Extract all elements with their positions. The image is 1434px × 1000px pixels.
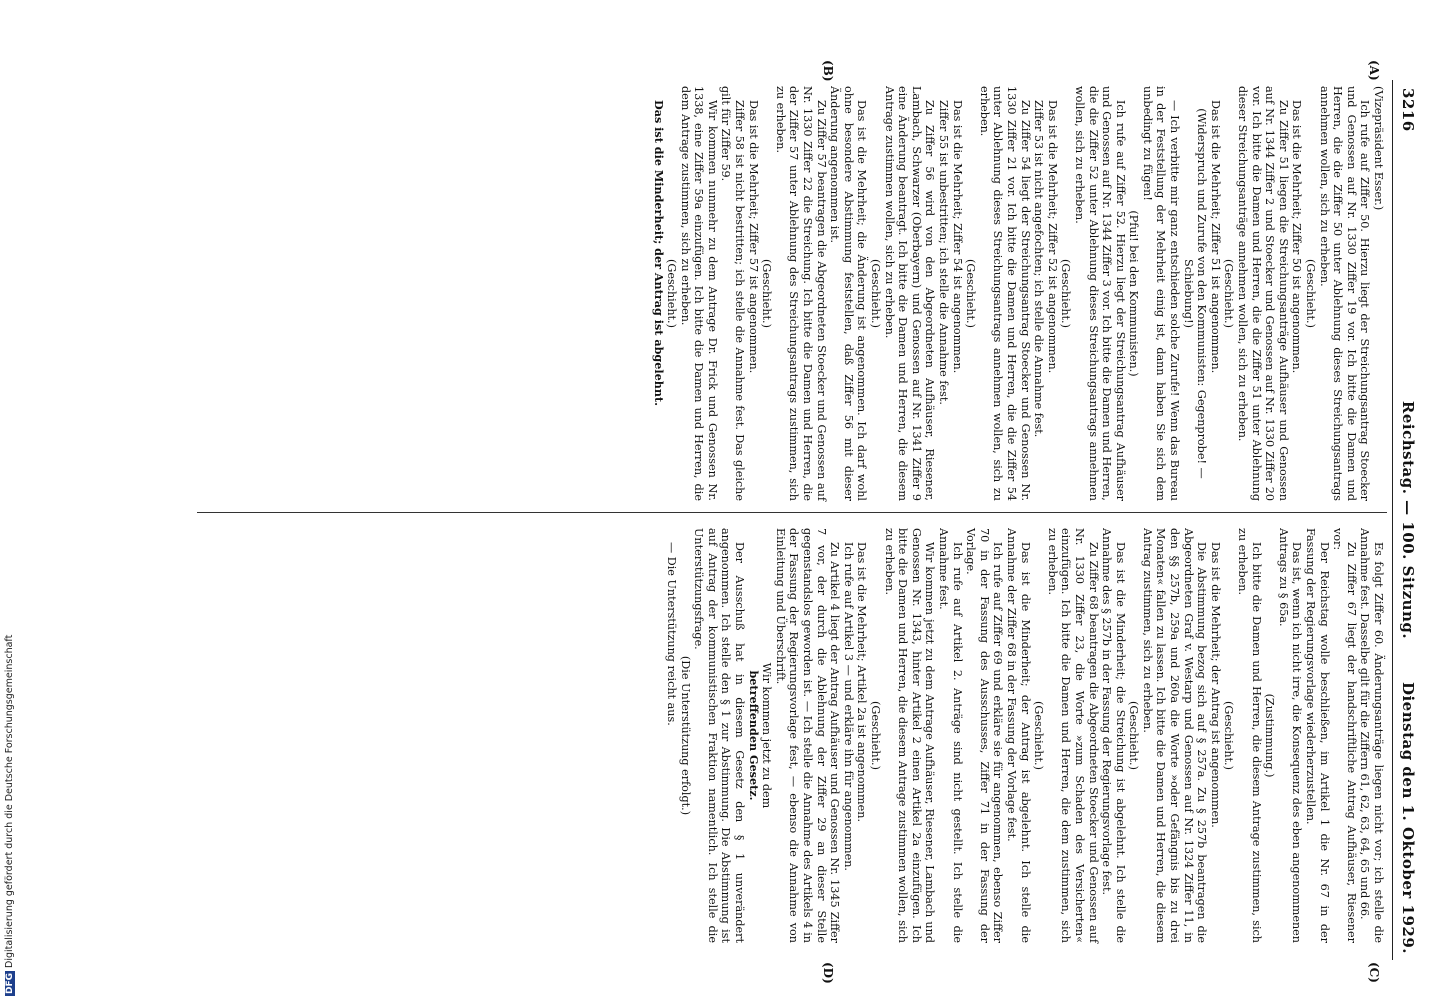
margin-letter-b: (B) xyxy=(821,60,835,82)
dfg-logo: DFG xyxy=(5,972,15,994)
paragraph: Zu Ziffer 54 liegt der Streichungsantrag Stoecker und Genossen Nr. 1330 Ziffer 21 vor. Ich bitte die Damen und Herren, die die Ziffer 54 unter Ablehnung dieses Streichungsantrags annehmen wollen, sich zu erheben. xyxy=(977,86,1032,501)
session-date: Dienstag den 1. Oktober 1929. xyxy=(1399,681,1417,954)
stage-direction: (Geschieht.) xyxy=(1222,701,1236,770)
motion-text: Der Reichstag wolle beschließen, im Artikel 1 die Nr. 67 in der Fassung der Regierungsvorlage wiederherzustellen. xyxy=(1304,528,1331,943)
paragraph: Wir kommen nunmehr zu dem Antrage Dr. Frick und Genossen Nr. 1338, eine Ziffer 59a einzufügen. Ich bitte die Damen und Herren, die dem Antrage zustimmen, sich zu erheben. xyxy=(678,86,719,501)
funding-text: Digitalisierung gefördert durch die Deutsche Forschungsgemeinschaft xyxy=(4,634,15,968)
stage-direction: (Zustimmung.) xyxy=(1263,693,1277,778)
stage-direction: (Geschieht.) xyxy=(869,259,883,328)
header-rule xyxy=(1392,80,1393,960)
paragraph: Ich rufe auf Ziffer 52. Hierzu liegt der Streichungsantrag Aufhäuser und Genossen auf Nr. 1344 Ziffer 3 vor. Ich bitte die Damen und Herren, die die Ziffer 52 unter Ablehnung dieses Streichungsantrags annehmen wollen, sich zu erheben. xyxy=(1072,86,1127,501)
stage-direction: (Widerspruch und Zurufe von den Kommunisten: Gegenprobe! — Schiebung!) xyxy=(1181,108,1209,479)
paragraph: Das ist die Mehrheit; Ziffer 54 ist angenommen. xyxy=(950,100,964,374)
stage-direction: (Geschieht.) xyxy=(1032,701,1046,770)
paragraph: Das ist die Mehrheit; Ziffer 52 ist angenommen. xyxy=(1045,100,1059,374)
paragraph: Zu Ziffer 56 wird von den Abgeordneten Aufhäuser, Riesener, Lambach, Schwarzer (Oberbayern) und Genossen auf Nr. 1341 Ziffer 9 eine Änderung beantragt. Ich bitte die Damen und Herren, die diesem Antrage zustimmen wollen, sich zu erheben. xyxy=(882,86,937,501)
margin-letter-a: (A) xyxy=(1367,60,1381,81)
paragraph: Die Abstimmung bezog sich auf § 257a. Zu § 257b beantragen die Abgeordneten Graf v. Westarp und Genossen auf Nr. 1324 Ziffer 11, in den §§ 257b, 259a und 260a die Worte »oder Gefängnis bis zu drei Monaten« fallen zu lassen. Ich bitte die Damen und Herren, die diesem Antrag zustimmen, sich zu erheben. xyxy=(1140,528,1209,943)
paragraph: Das ist die Mehrheit; Ziffer 50 ist angenommen. xyxy=(1290,100,1304,374)
paragraph: Zu Artikel 4 liegt der Antrag Aufhäuser und Genossen Nr. 1345 Ziffer 7 vor, der durch die Ablehnung der Ziffer 29 an dieser Stelle gegenstandslos geworden ist. — Ich stelle die Annahme des Artikels 4 in der Fassung der Regierungsvorlage fest, — ebenso die Annahme von Einleitung und Überschrift. xyxy=(773,528,842,943)
stage-direction: (Geschieht.) xyxy=(1059,259,1073,328)
paragraph: Zu Ziffer 68 beantragen die Abgeordneten Stoecker und Genossen auf Nr. 1330 Ziffer 23, die Worte »zum Schaden des Versicherten« einzufügen. Ich bitte die Damen und Herren, die dem zustimmen, sich zu erheben. xyxy=(1045,528,1100,943)
stage-direction: (Pfui! bei den Kommunisten.) xyxy=(1127,210,1141,377)
paragraph: Ich rufe auf Artikel 2. Anträge sind nicht gestellt. Ich stelle die Annahme fest. xyxy=(937,528,964,943)
stage-direction: (Geschieht.) xyxy=(869,701,883,770)
stage-direction: (Geschieht.) xyxy=(1127,701,1141,770)
paragraph: Das ist die Minderheit; die Streichung ist abgelehnt. Ich stelle die Annahme des § 257b in der Fassung der Regierungsvorlage fest. xyxy=(1100,528,1127,943)
paragraph: Zu Ziffer 51 liegen die Streichungsanträge Aufhäuser und Genossen auf Nr. 1344 Ziffer 2 und Stoecker und Genossen auf Nr. 1330 Ziffer 20 vor. Ich bitte die Damen und Herren, die die Ziffer 51 unter Ablehnung dieser Streichungsanträge annehmen wollen, sich zu erheben. xyxy=(1236,86,1290,501)
paragraph: — Die Unterstützung reicht aus. xyxy=(665,542,679,726)
paragraph: Wir kommen jetzt zu dem Antrage Aufhäuser, Riesener, Lambach und Genossen Nr. 1343, hinter Artikel 2 einen Artikel 2a einzufügen. Ich bitte die Damen und Herren, die diesem Antrage zustimmen wollen, sich zu erheben. xyxy=(882,528,937,943)
paragraph: Zu Ziffer 67 liegt der handschriftliche Antrag Aufhäuser, Riesener vor: xyxy=(1331,528,1358,943)
paragraph: Das ist die Minderheit; der Antrag ist abgelehnt. Ich stelle die Annahme der Ziffer 68 in der Fassung der Vorlage fest. xyxy=(1004,528,1032,943)
paragraph: Ziffer 58 ist nicht bestritten; ich stelle die Annahme fest. Das gleiche gilt für Ziffer 59. xyxy=(719,86,747,501)
paragraph: Zu Ziffer 57 beantragen die Abgeordneten Stoecker und Genossen auf Nr. 1330 Ziffer 22 die Streichung. Ich bitte die Damen und Herren, die der Ziffer 57 unter Ablehnung des Streichungsantrags zustimmen, sich zu erheben. xyxy=(773,86,828,501)
margin-letter-c: (C) xyxy=(1367,962,1381,983)
paragraph: Das ist die Mehrheit; Ziffer 51 ist angenommen. xyxy=(1208,100,1222,374)
paragraph: Das ist die Mehrheit; die Änderung ist angenommen. Ich darf wohl ohne besondere Abstimmung feststellen, daß Ziffer 56 mit dieser Änderung angenommen ist. xyxy=(828,86,869,501)
paragraph: Ziffer 55 ist unbestritten; ich stelle die Annahme fest. xyxy=(937,100,950,405)
right-column xyxy=(665,528,1385,943)
page-header xyxy=(1393,80,1417,960)
left-column xyxy=(651,86,1385,501)
rotated-page xyxy=(112,60,1417,984)
stage-direction: (Geschieht.) xyxy=(964,259,978,328)
stage-direction: (Geschieht.) xyxy=(1222,259,1236,328)
paragraph: Das ist die Mehrheit; der Antrag ist angenommen. xyxy=(1208,542,1222,828)
paragraph: Ich rufe auf Artikel 3 — und erkläre ihn für angenommen. xyxy=(841,542,855,871)
section-intro: Wir kommen jetzt zu dem xyxy=(760,662,774,809)
paragraph: Ich rufe auf Ziffer 69 und erkläre sie für angenommen, ebenso Ziffer 70 in der Fassung des Ausschusses, Ziffer 71 in der Fassung der Vorlage. xyxy=(964,528,1005,943)
paragraph: Das ist, wenn ich nicht irre, die Konsequenz des eben angenommenen Antrags zu § 65a. xyxy=(1276,528,1304,943)
paragraph: Der Ausschuß hat in diesem Gesetz den § 1 unverändert angenommen. Ich stelle den § 1 zur Abstimmung. Die Abstimmung ist auf Antrag der kommunistischen Fraktion namentlich. Ich stelle die Unterstützungsfrage. xyxy=(692,528,747,943)
paragraph: Ich rufe auf Ziffer 50. Hierzu liegt der Streichungsantrag Stoecker und Genossen auf Nr. 1330 Ziffer 19 vor. Ich bitte die Damen und Herren, die die Ziffer 50 unter Ablehnung dieses Streichungsantrags annehmen wollen, sich zu erheben. xyxy=(1317,86,1372,501)
column-divider xyxy=(197,512,1387,513)
paragraph: Das ist die Mehrheit; Ziffer 57 ist angenommen. xyxy=(746,100,760,374)
paragraph: — Ich verbitte mir ganz entschieden solche Zurufe! Wenn das Bureau in der Feststellung der Mehrheit einig ist, dann haben Sie sich dem unbedingt zu fügen! xyxy=(1140,86,1182,501)
paragraph: Es folgt Ziffer 60. Änderungsanträge liegen nicht vor; ich stelle die Annahme fest. Dasselbe gilt für die Ziffern 61, 62, 63, 64, 65 und 66. xyxy=(1358,528,1385,943)
stage-direction: (Geschieht.) xyxy=(1304,259,1318,328)
result-line: Das ist die Minderheit; der Antrag ist abgelehnt. xyxy=(651,100,666,407)
paragraph: Ich bitte die Damen und Herren, die diesem Antrage zustimmen, sich zu erheben. xyxy=(1236,528,1263,943)
stage-direction: (Geschieht.) xyxy=(760,259,774,328)
page-title: Reichstag. — 100. Sitzung. xyxy=(1399,400,1417,640)
stage-direction: (Geschieht.) xyxy=(665,259,679,328)
paragraph: Ziffer 53 ist nicht angefochten; ich stelle die Annahme fest. xyxy=(1032,100,1046,438)
paragraph: Das ist die Mehrheit; Artikel 2a ist angenommen. xyxy=(855,542,869,823)
speaker-line: (Vizepräsident Esser.) xyxy=(1372,86,1385,211)
section-heading: betreffenden Gesetz. xyxy=(746,670,761,801)
margin-letter-d: (D) xyxy=(821,962,835,984)
funding-note xyxy=(4,635,15,996)
page-number: 3216 xyxy=(1399,88,1417,132)
stage-direction: (Die Unterstützung erfolgt.) xyxy=(678,655,692,816)
